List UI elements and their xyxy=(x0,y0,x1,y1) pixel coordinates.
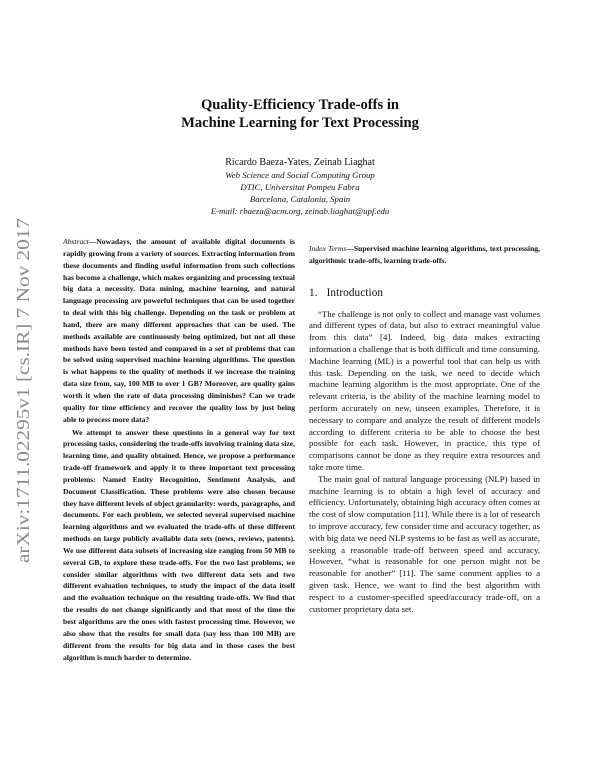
introduction-paragraph-2: The main goal of natural language processing (NLP) based in machine learning is to obtain a high level of accuracy and efficiency. Unfortunately, obtaining high accuracy often comes at the cost of slow computation [11]. While there is a lot of research to improve accuracy, few consider time and accuracy together, as with big data we need NLP systems to be fast as well as accurate, seeking a reasonable trade-off between speed and accuracy. However, “what is reasonable for one person might not be reasonable for another” [11]. The same comment applies to a given task. Hence, we want to find the best algorithm with respect to a customer-specified speed/accuracy trade-off, on a customer proprietary data set. xyxy=(309,473,540,614)
author-affiliation xyxy=(0,170,600,218)
section-title: Introduction xyxy=(326,286,384,299)
abstract-text-1: —Nowadays, the amount of available digital documents is rapidly growing from a variety of sources. Extracting information from these documents and finding useful information from such collections has become a challenge, which makes organizing and processing textual big data a necessity. Data mining, machine learning, and natural language processing are powerful techniques that can be used together to deal with this big challenge. Depending on the task or problem at hand, there are many different approaches that can be used. The methods available are continuously being optimized, but not all these methods have been tested and compared in a set of problems that can be solved using supervised machine learning algorithms. The question is what happens to the quality of methods if we increase the training data size from, say, 100 MB to over 1 GB? Moreover, are quality gains worth it when the rate of data processing diminishes? Can we trade quality for time efficiency and recover the quality loss by just being able to process more data? xyxy=(63,237,295,424)
arxiv-identifier: arXiv:1711.02295v1 [cs.IR] 7 Nov 2017 xyxy=(13,278,33,563)
introduction-paragraph-1: “The challenge is not only to collect and manage vast volumes and different types of data, but also to extract meaningful value from this data” [4]. Indeed, big data makes extracting information a challenge that is both difficult and time consuming. Machine learning (ML) is a powerful tool that can help us with this task. Depending on the task, we need to decide which machine learning algorithm is the most appropriate. One of the relevant criteria, is the ability of the machine learning model to perform accurately on new, unseen examples. Therefore, it is necessary to compare and analyze the result of different models according to different criteria to be able to choose the best possible for each task. However, in practice, this type of comparisons cannot be done as they require extra resources and take more time. xyxy=(309,308,540,473)
affiliation-email: E-mail: rbaeza@acm.org, zeinab.liaghat@upf.edu xyxy=(210,205,390,216)
title-line-2: Machine Learning for Text Processing xyxy=(181,115,419,131)
affiliation-group: Web Science and Social Computing Group xyxy=(225,170,375,180)
index-terms-label: Index Terms xyxy=(309,244,347,253)
left-column xyxy=(63,236,295,663)
abstract-paragraph-2: We attempt to answer these questions in a general way for text processing tasks, considering the trade-offs involving training data size, learning time, and quality obtained. Hence, we propose a performance trade-off framework and apply it to three important text processing problems: Named Entity Recognition, Sentiment Analysis, and Document Classification. These problems were also chosen because they have different levels of object granularity: words, paragraphs, and documents. For each problem, we selected several supervised machine learning algorithms and we evaluated the trade-offs of these different methods on large publicly available data sets (news, reviews, patents). We use different data subsets of increasing size ranging from 50 MB to several GB, to explore these trade-offs. For the two last problems, we consider similar algorithms with two different data sets and two different evaluation techniques, to study the impact of the data itself and the evaluation technique on the resulting trade-offs. We find that the results do not change significantly and that most of the time the best algorithms are the ones with fastest processing time. However, we also show that the results for small data (say less than 100 MB) are different from the results for big data and in those cases the best algorithm is much harder to determine. xyxy=(63,427,295,662)
affiliation-department: DTIC, Universitat Pompeu Fabra xyxy=(240,181,360,192)
index-terms-text: —Supervised machine learning algorithms, text processing, algorithmic trade-offs, learning trade-offs. xyxy=(309,244,540,265)
author-names: Ricardo Baeza-Yates, Zeinab Liaghat xyxy=(225,157,375,168)
title-line-1: Quality-Efficiency Trade-offs in xyxy=(200,97,400,113)
abstract-paragraph-1 xyxy=(63,236,295,426)
section-number: 1. xyxy=(309,286,318,299)
affiliation-location: Barcelona, Catalonia, Spain xyxy=(249,193,351,204)
arxiv-side-stamp xyxy=(2,215,42,563)
section-heading-introduction xyxy=(309,287,540,299)
paper-title xyxy=(0,96,600,132)
right-column xyxy=(309,236,540,615)
abstract-label: Abstract xyxy=(63,237,89,246)
index-terms xyxy=(309,243,540,267)
